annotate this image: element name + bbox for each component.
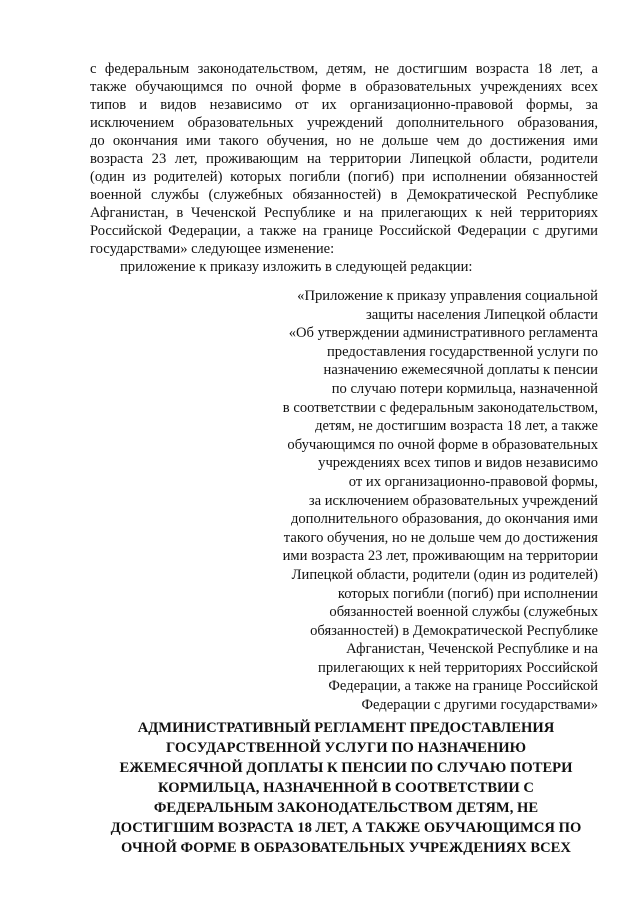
body-line: военной службы (служебных обязанностей) в Демократической Республике <box>90 187 598 203</box>
regulation-title <box>86 718 606 858</box>
title-line: ФЕДЕРАЛЬНЫМ ЗАКОНОДАТЕЛЬСТВОМ ДЕТЯМ, НЕ <box>153 800 539 816</box>
appendix-line: учреждениях всех типов и видов независимо <box>318 455 598 472</box>
body-line: типов и видов независимо от их организационно-правовой формы, за <box>90 97 598 113</box>
appendix-line: прилегающих к ней территориях Российской <box>318 659 598 676</box>
body-paragraph <box>90 60 598 258</box>
appendix-line: Федерации с другими государствами» <box>361 697 598 714</box>
appendix-line: в соответствии с федеральным законодательством, <box>282 399 598 416</box>
appendix-line: обязанностей военной службы (служебных <box>329 604 598 621</box>
body-line: Афганистан, в Чеченской Республике и на прилегающих к ней территориях <box>90 205 598 221</box>
appendix-line: защиты населения Липецкой области <box>366 306 598 323</box>
appendix-line: «Приложение к приказу управления социальной <box>297 288 598 304</box>
appendix-line: Афганистан, Чеченской Республике и на <box>346 641 598 658</box>
appendix-line: которых погибли (погиб) при исполнении <box>337 585 598 602</box>
appendix-line: такого обучения, но не дольше чем до достижения <box>283 529 598 546</box>
appendix-line: обязанностей) в Демократической Республике <box>310 622 598 639</box>
appendix-line: назначению ежемесячной доплаты к пенсии <box>323 362 598 379</box>
body-line: с федеральным законодательством, детям, не достигшим возраста 18 лет, а <box>90 61 598 77</box>
title-line: ГОСУДАРСТВЕННОЙ УСЛУГИ ПО НАЗНАЧЕНИЮ <box>165 740 527 756</box>
body-line: (один из родителей) которых погибли (погиб) при исполнении обязанностей <box>90 169 598 185</box>
title-line: ЕЖЕМЕСЯЧНОЙ ДОПЛАТЫ К ПЕНСИИ ПО СЛУЧАЮ ПОТЕРИ <box>119 760 573 776</box>
appendix-line: за исключением образовательных учреждений <box>308 492 598 509</box>
appendix-line: по случаю потери кормильца, назначенной <box>331 380 598 397</box>
title-line: АДМИНИСТРАТИВНЫЙ РЕГЛАМЕНТ ПРЕДОСТАВЛЕНИЯ <box>137 720 555 736</box>
body-line: также обучающимся по очной форме в образовательных учреждениях всех <box>90 79 598 95</box>
body-line: до окончания ими такого обучения, но не дольше чем до достижения ими <box>90 133 598 149</box>
title-line: ДОСТИГШИМ ВОЗРАСТА 18 ЛЕТ, А ТАКЖЕ ОБУЧАЮЩИМСЯ ПО <box>110 820 582 836</box>
body-line: государствами» следующее изменение: <box>90 241 335 257</box>
title-line: ОЧНОЙ ФОРМЕ В ОБРАЗОВАТЕЛЬНЫХ УЧРЕЖДЕНИЯХ ВСЕХ <box>121 840 571 856</box>
body-line: Российской Федерации, а также на границе Российской Федерации с другими <box>90 223 598 239</box>
appendix-line: «Об утверждении административного регламента <box>288 325 598 342</box>
body-line: исключением образовательных учреждений дополнительного образования, <box>90 115 598 131</box>
appendix-line: ими возраста 23 лет, проживающим на территории <box>282 548 598 565</box>
appendix-line: предоставления государственной услуги по <box>327 343 598 360</box>
title-line: КОРМИЛЬЦА, НАЗНАЧЕННОЙ В СООТВЕТСТВИИ С <box>158 780 534 796</box>
appendix-line: от их организационно-правовой формы, <box>348 473 598 490</box>
appendix-line: дополнительного образования, до окончания ими <box>290 511 598 528</box>
appendix-line: Липецкой области, родители (один из родителей) <box>291 566 598 583</box>
appendix-line: обучающимся по очной форме в образовательных <box>287 436 598 453</box>
body-line: возраста 23 лет, проживающим на территории Липецкой области, родители <box>90 151 598 167</box>
appendix-line: Федерации, а также на границе Российской <box>328 678 598 695</box>
appendix-line: детям, не достигшим возраста 18 лет, а также <box>315 418 598 435</box>
appendix-header <box>250 287 598 715</box>
instruction-paragraph: приложение к приказу изложить в следующей редакции: <box>120 259 473 275</box>
